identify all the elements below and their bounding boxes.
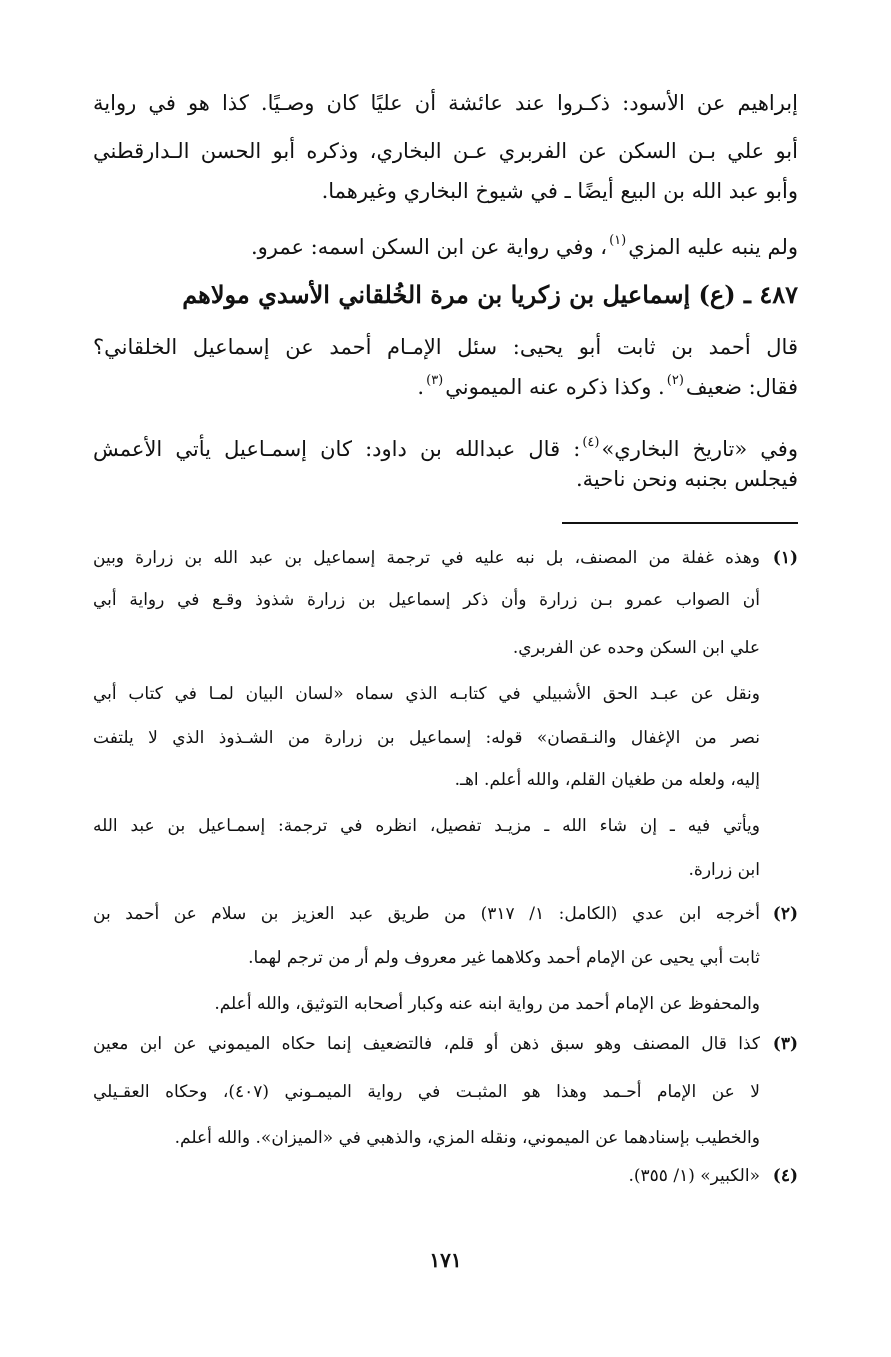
entry-heading: ٤٨٧ ـ (ع) إسماعيل بن زكريا بن مرة الخُلقاني الأسدي مولاهم (182, 280, 798, 309)
main-line: أبو علي بـن السكن عن الفربري عـن البخاري، وذكره أبو الحسن الـدارقطني (93, 139, 798, 163)
main-line: فيجلس بجنبه ونحن ناحية. (575, 467, 798, 491)
footnote-number: (٢) (772, 904, 798, 924)
main-text-segment: : قال عبدالله بن داود: كان إسمـاعيل يأتي الأعمش (93, 437, 581, 461)
page-number: ١٧١ (429, 1248, 462, 1272)
main-line: قال أحمد بن ثابت أبو يحيى: سئل الإمـام أحمد عن إسماعيل الخلقاني؟ (93, 335, 798, 359)
footnote-line: ويأتي فيه ـ إن شاء الله ـ مزيـد تفصيل، انظره في ترجمة: إسمـاعيل بن عبد الله (93, 816, 760, 836)
footnote-number: (٣) (772, 1034, 798, 1054)
main-line: وأبو عبد الله بن البيع أيضًا ـ في شيوخ البخاري وغيرهما. (321, 179, 798, 203)
footnote-line: نصر من الإغفال والنـقصان» قوله: إسماعيل بن زرارة من الشـذوذ الذي لا يلتفت (93, 728, 760, 748)
main-line (93, 428, 798, 464)
footnote-line: أن الصواب عمرو بـن زرارة وأن ذكر إسماعيل بن زرارة شذوذ وقـع في رواية أبي (93, 590, 760, 610)
footnote-ref[interactable]: (٢) (666, 373, 684, 388)
main-text-segment: وفي «تاريخ البخاري» (601, 437, 798, 461)
main-text-segment: فقال: ضعيف (685, 375, 798, 399)
footnote-line: والخطيب بإسنادهما عن الميموني، ونقله المزي، والذهبي في «الميزان». والله أعلم. (174, 1128, 760, 1148)
footnote-line: ثابت أبي يحيى عن الإمام أحمد وكلاهما غير معروف ولم أر من ترجم لهما. (248, 948, 760, 968)
main-line: إبراهيم عن الأسود: ذكـروا عند عائشة أن عليًا كان وصـيًا. كذا هو في رواية (93, 91, 798, 115)
footnote-line: لا عن الإمام أحـمد وهذا هو المثبـت في رواية الميمـوني (٤٠٧)، وحكاه العقـيلي (93, 1082, 761, 1102)
footnote-ref[interactable]: (١) (609, 233, 627, 248)
footnote-line: ونقل عن عبـد الحق الأشبيلي في كتابـه الذي سماه «لسان البيان لمـا في كتاب أبي (93, 684, 760, 704)
main-text-segment: ، وفي رواية عن ابن السكن اسمه: عمرو. (250, 235, 608, 259)
main-text-segment: ولم ينبه عليه المزي (628, 235, 798, 259)
footnote-line: ابن زرارة. (688, 860, 760, 880)
footnote-line: وهذه غفلة من المصنف، بل نبه عليه في ترجمة إسماعيل بن عبد الله بن زرارة وبين (93, 548, 760, 568)
footnote-ref[interactable]: (٤) (582, 435, 600, 450)
footnote-line: أخرجه ابن عدي (الكامل: ١/ ٣١٧) من طريق عبد العزيز بن سلام عن أحمد بن (93, 904, 760, 924)
footnote-line: علي ابن السكن وحده عن الفربري. (512, 638, 760, 658)
main-text-segment: . (417, 375, 425, 399)
footnote-line: إليه، ولعله من طغيان القلم، والله أعلم. اهـ. (454, 770, 760, 790)
footnote-number: (١) (772, 548, 798, 568)
main-line (93, 366, 798, 402)
footnote-line: كذا قال المصنف وهو سبق ذهن أو قلم، فالتضعيف إنما حكاه الميموني عن ابن معين (93, 1034, 760, 1054)
footnote-line: «الكبير» (١/ ٣٥٥). (628, 1166, 760, 1186)
footnote-number: (٤) (772, 1166, 798, 1186)
footnote-ref[interactable]: (٣) (426, 373, 444, 388)
main-text-segment: . وكذا ذكره عنه الميموني (445, 375, 665, 399)
footnote-separator (562, 522, 798, 524)
footnote-line: والمحفوظ عن الإمام أحمد من رواية ابنه عنه وكبار أصحابه التوثيق، والله أعلم. (214, 994, 760, 1014)
main-line (93, 226, 798, 262)
